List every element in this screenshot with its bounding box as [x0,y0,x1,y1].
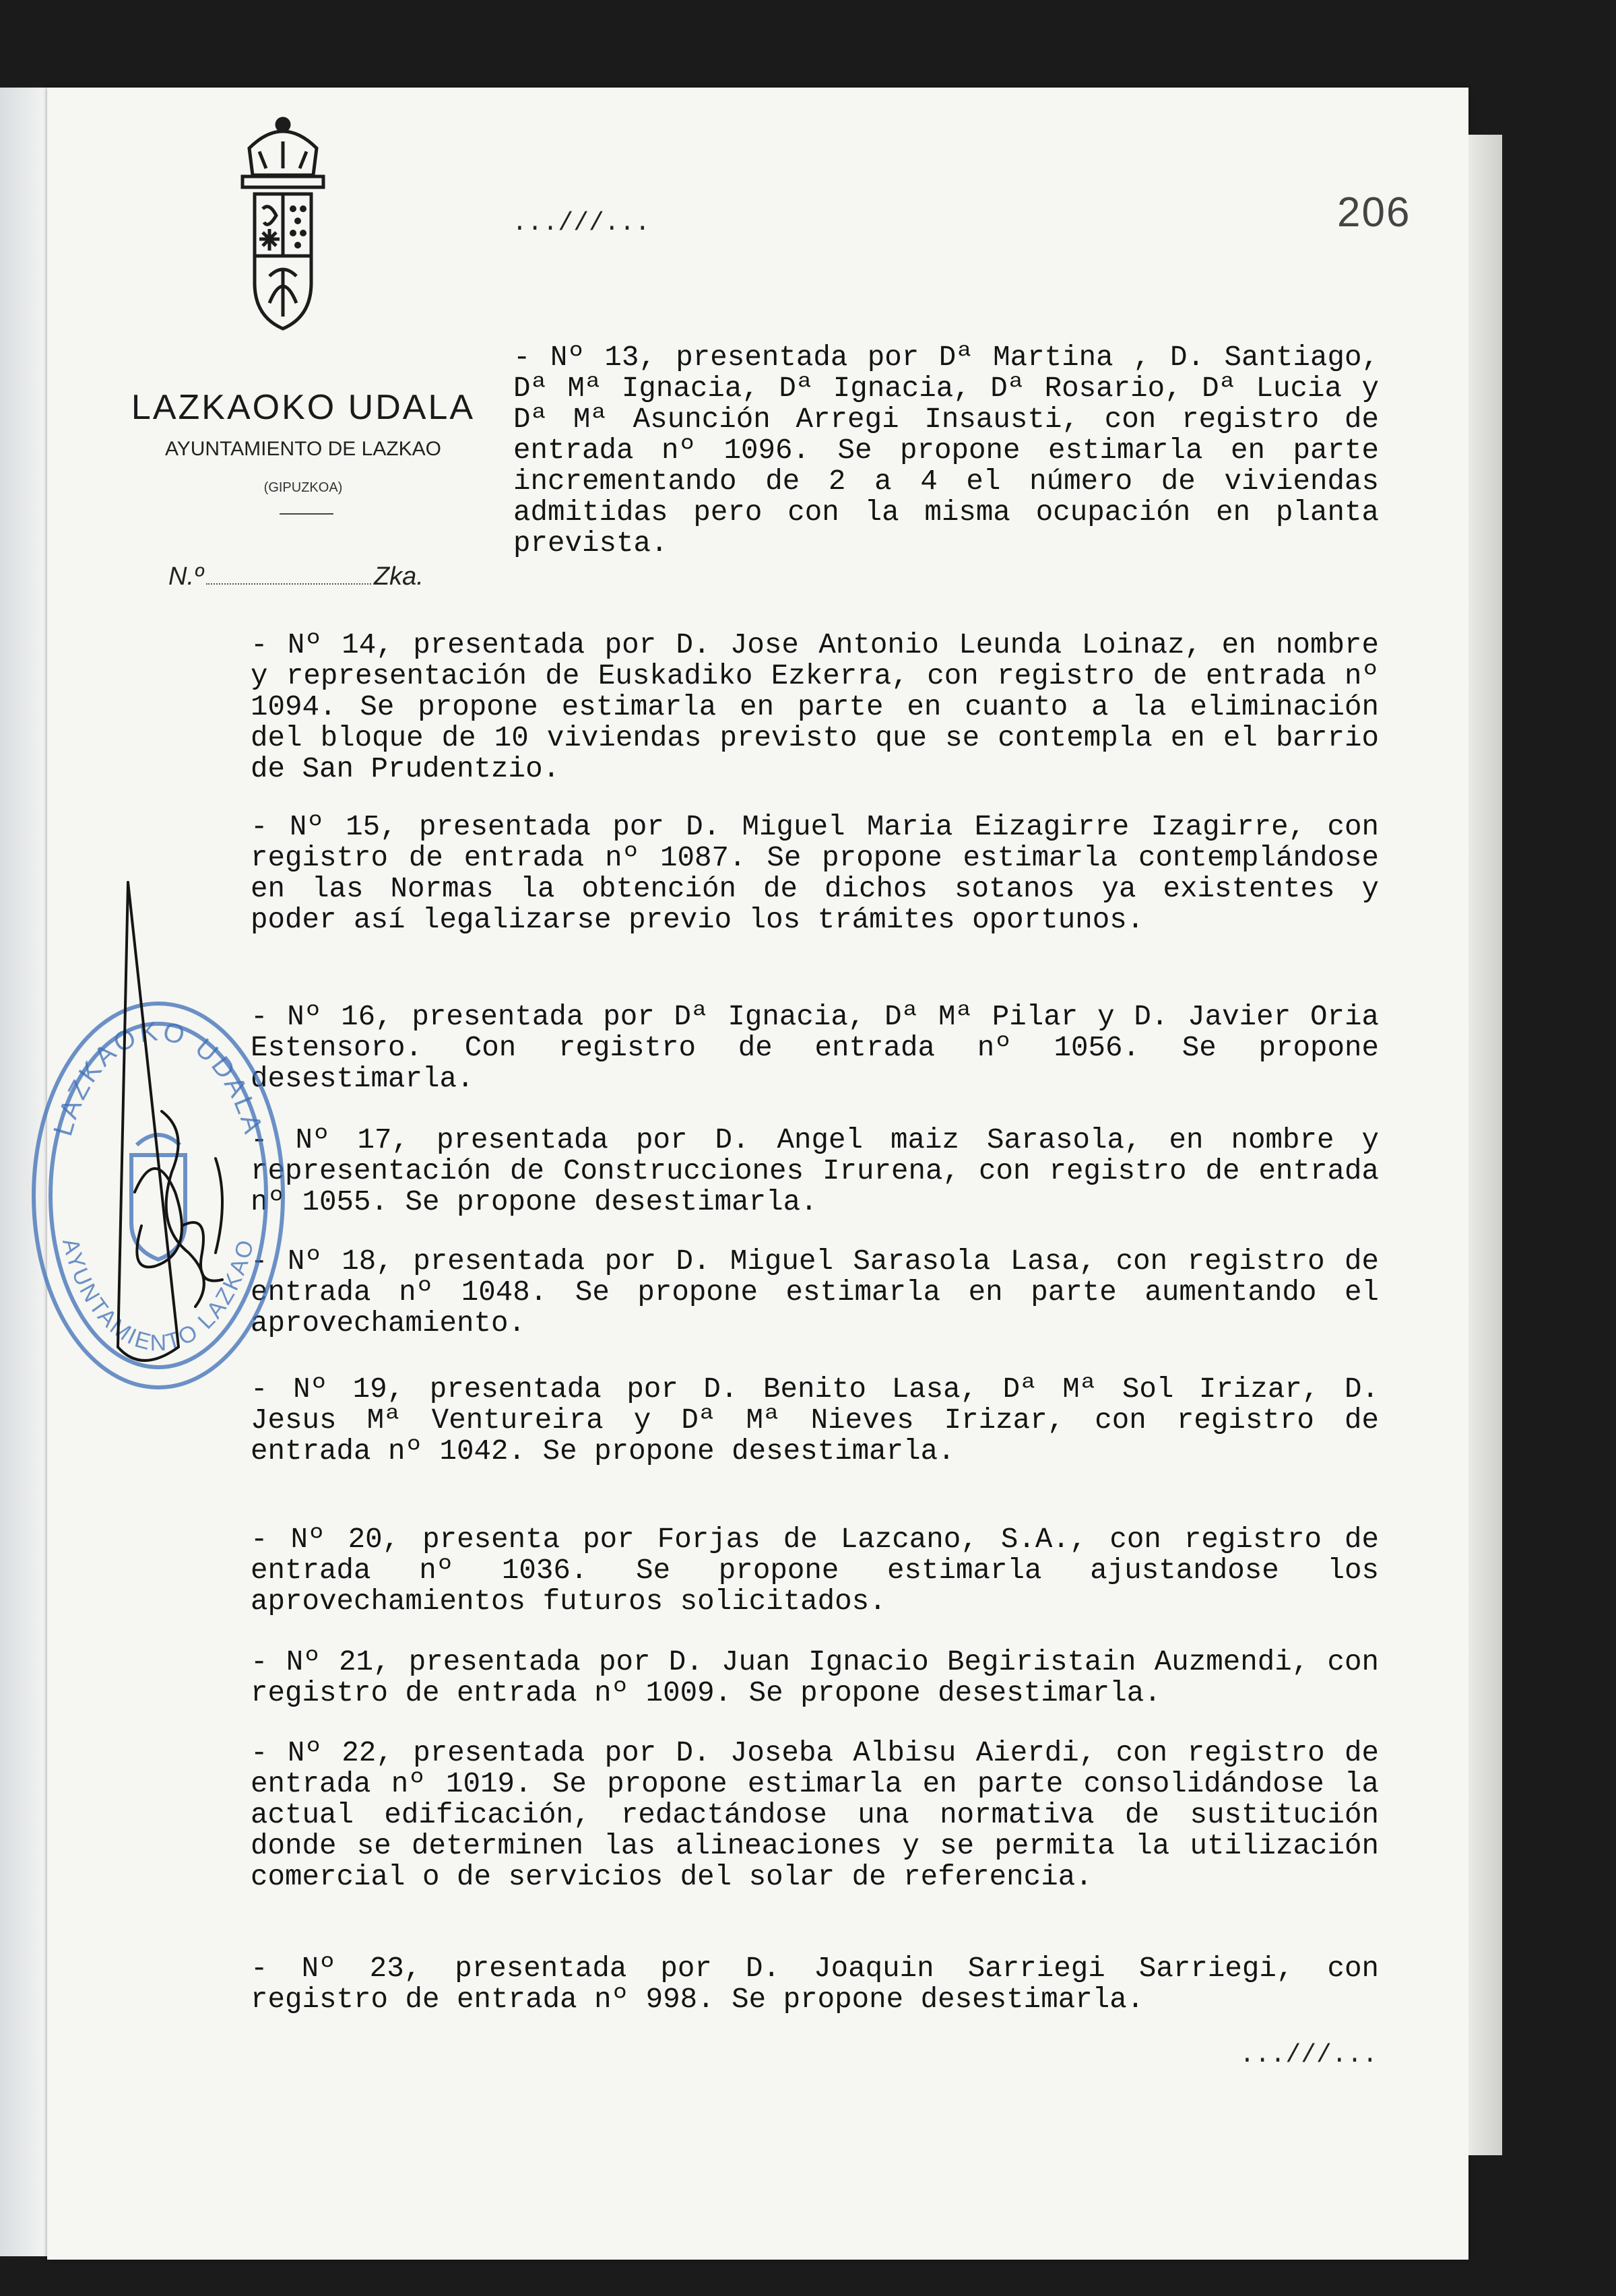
entry-23: - Nº 23, presentada por D. Joaquin Sarriegi Sarriegi, con registro de entrada nº 998. Se propone desestimarla. [251,1953,1379,2016]
entry-21: - Nº 21, presentada por D. Juan Ignacio Begiristain Auzmendi, con registro de entrada nº 1009. Se propone desestimarla. [251,1646,1379,1709]
header-divider [280,513,333,515]
entry-14: - Nº 14, presentada por D. Jose Antonio Leunda Loinaz, en nombre y representación de Euskadiko Ezkerra, con registro de entrada nº 1094. Se propone estimarla en parte en cuanto a la eliminación del bloque de 10 viviendas previsto que se contempla en el barrio de San Prudentzio. [251,629,1379,785]
coat-of-arms-icon [202,101,364,384]
reference-number-line [168,562,424,591]
entry-19: - Nº 19, presentada por D. Benito Lasa, Dª Mª Sol Irizar, D. Jesus Mª Ventureira y Dª Mª Nieves Irizar, con registro de entrada nº 1042. Se propone desestimarla. [251,1373,1379,1468]
municipality-subtitle: AYUNTAMIENTO DE LAZKAO [164,438,442,460]
continuation-marker-bottom: ...///... [1239,2041,1378,2070]
handwritten-signature [115,876,290,1414]
entry-13: - Nº 13, presentada por Dª Martina , D. Santiago, Dª Mª Ignacia, Dª Ignacia, Dª Rosario, Dª Lucia y Dª Mª Asunción Arregi Insausti, con registro de entrada nº 1096. Se propone estimarla en parte incrementando de 2 a 4 el número de viviendas admitidas pero con la misma ocupación en planta prevista. [513,341,1379,560]
entry-15: - Nº 15, presentada por D. Miguel Maria Eizagirre Izagirre, con registro de entrada nº 1087. Se propone estimarla contemplándose en las Normas la obtención de dichos sotanos ya existentes y poder así legalizarse previo los trámites oportunos. [251,811,1379,936]
reference-blank [206,583,371,585]
page-stack-edge [1468,135,1502,2155]
entry-17: - Nº 17, presentada por D. Angel maiz Sarasola, en nombre y representación de Construcciones Irurena, con registro de entrada nº 1055. Se propone desestimarla. [251,1124,1379,1218]
entry-22: - Nº 22, presentada por D. Joseba Albisu Aierdi, con registro de entrada nº 1019. Se propone estimarla en parte consolidándose la actual edificación, redactándose una normativa de sustitución donde se determinen las alineaciones y se permita la utilización comercial o de servicios del solar de referencia. [251,1737,1379,1893]
continuation-marker-top: ...///... [512,209,651,238]
stamp-text-bottom: AYUNTAMIENTO LAZKAO [57,1235,260,1356]
stamp-text-top: LAZKAOKO UDALA [48,1016,269,1140]
entry-18: - Nº 18, presentada por D. Miguel Sarasola Lasa, con registro de entrada nº 1048. Se propone estimarla en parte aumentando el aprovechamiento. [251,1245,1379,1340]
entry-16: - Nº 16, presentada por Dª Ignacia, Dª Mª Pilar y D. Javier Oria Estensoro. Con registro de entrada nº 1056. Se propone desestimarla. [251,1001,1379,1095]
zka-label: Zka. [373,562,424,591]
page-number: 206 [1337,189,1411,236]
municipality-name: LAZKAOKO UDALA [131,388,476,427]
province-label: (GIPUZKOA) [263,480,343,495]
entry-20: - Nº 20, presenta por Forjas de Lazcano, S.A., con registro de entrada nº 1036. Se propone estimarla ajustandose los aprovechamientos futuros solicitados. [251,1523,1379,1618]
n-label: N.º [168,562,203,591]
